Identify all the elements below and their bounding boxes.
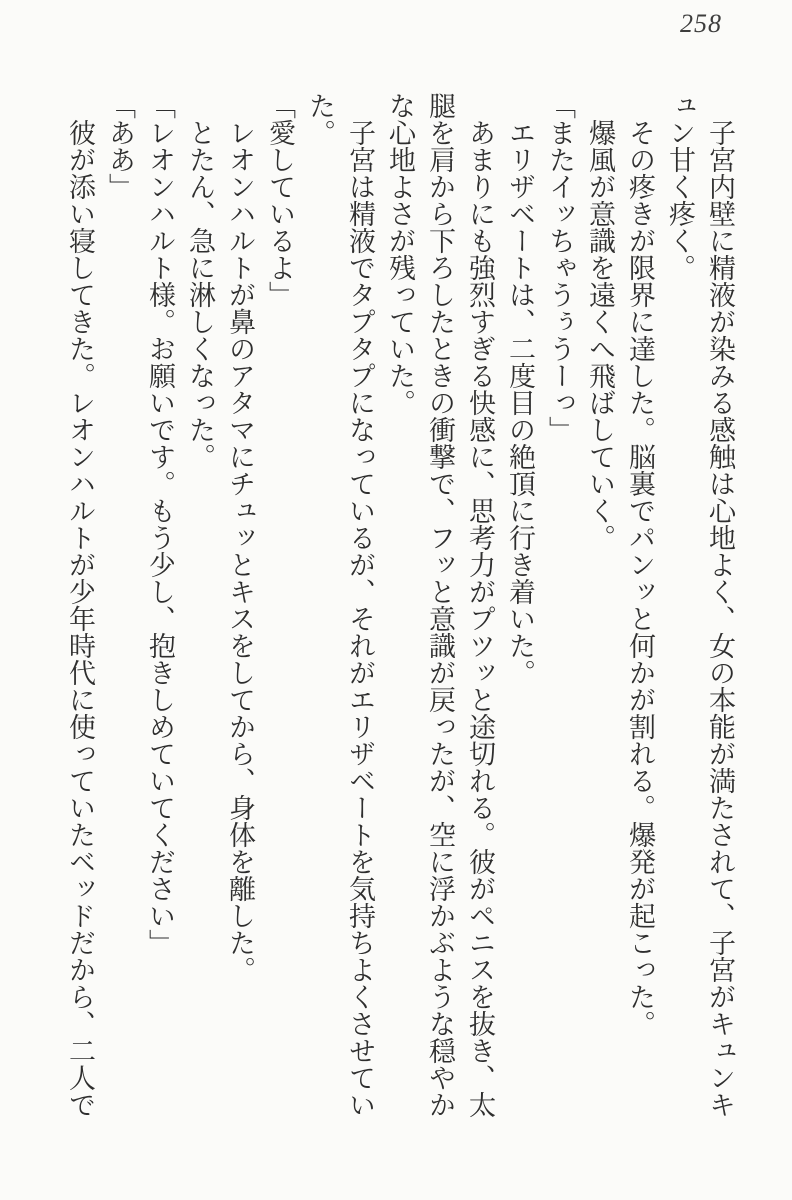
paragraph: とたん、急に淋しくなった。 — [185, 119, 215, 470]
paragraph: 彼が添い寝してきた。レオンハルトが少年時代に使っていたベッドだから、二人で — [65, 119, 95, 1118]
paragraph-dialogue: 「ああ」 — [105, 92, 135, 200]
paragraph: 子宮は精液でタプタプになっているが、それがエリザベートを気持ちよくさせていた。 — [305, 92, 375, 1118]
paragraph: 子宮内壁に精液が染みる感触は心地よく、女の本能が満たされて、子宮がキュンキュン甘く疼く。 — [665, 92, 735, 1118]
paragraph-dialogue: 「またイッちゃうぅうーっ」 — [545, 92, 575, 443]
paragraph: エリザベートは、二度目の絶頂に行き着いた。 — [505, 119, 535, 686]
body-text — [60, 92, 740, 1132]
paragraph-dialogue: 「レオンハルト様。お願いです。もう少し、抱きしめていてください」 — [145, 92, 175, 956]
paragraph: 爆風が意識を遠くへ飛ばしていく。 — [585, 119, 615, 551]
paragraph: その疼きが限界に達した。脳裏でパンッと何かが割れる。爆発が起こった。 — [625, 119, 655, 1037]
page-number: 258 — [680, 9, 722, 38]
paragraph-dialogue: 「愛しているよ」 — [265, 92, 295, 308]
paragraph: あまりにも強烈すぎる快感に、思考力がプツッと途切れる。彼がペニスを抜き、太腿を肩から下ろしたときの衝撃で、フッと意識が戻ったが、空に浮かぶような穏やかな心地よさが残っていた。 — [385, 92, 495, 1118]
paragraph: レオンハルトが鼻のアタマにチュッとキスをしてから、身体を離した。 — [225, 119, 255, 983]
